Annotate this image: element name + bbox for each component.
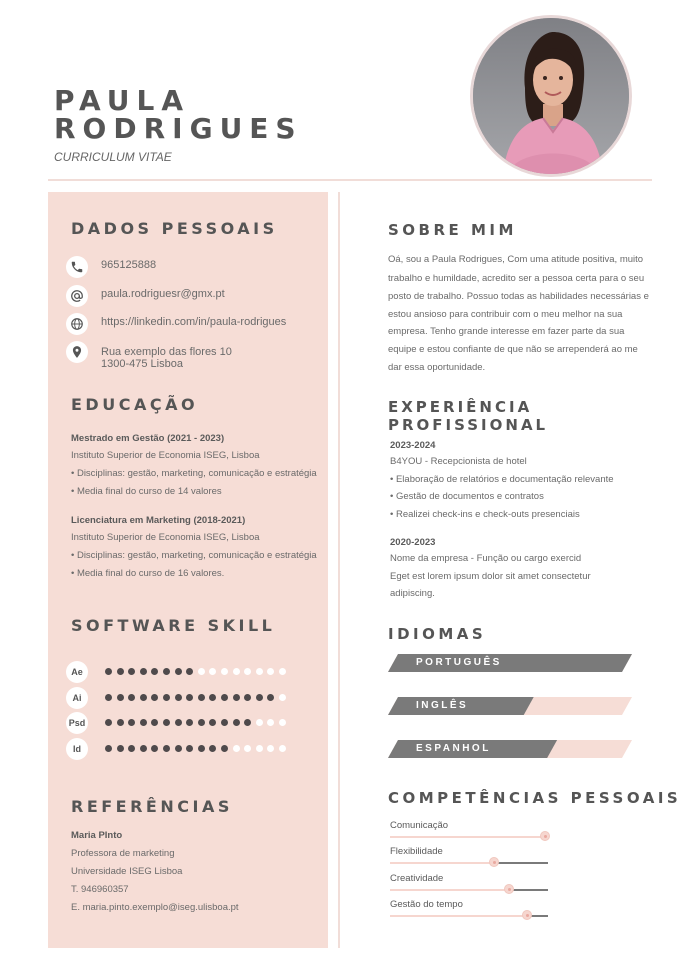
competency-slider xyxy=(390,836,548,838)
competency-slider xyxy=(390,889,548,891)
skill-dot-filled xyxy=(175,668,182,675)
competency-label: Gestão do tempo xyxy=(390,899,463,910)
skill-dot-filled xyxy=(175,694,182,701)
cv-subtitle: CURRICULUM VITAE xyxy=(54,150,172,164)
skill-dot-empty xyxy=(256,719,263,726)
slider-knob xyxy=(504,884,514,894)
address-line-1: Rua exemplo das flores 10 xyxy=(101,346,232,358)
about-line: Oá, sou a Paula Rodrigues, Com uma atitude positiva, muito xyxy=(388,254,644,265)
education-detail: • Disciplinas: gestão, marketing, comunicação e estratégia xyxy=(71,468,317,479)
column-divider xyxy=(338,192,340,948)
languages-heading: IDIOMAS xyxy=(388,625,487,643)
education-detail: • Disciplinas: gestão, marketing, comunicação e estratégia xyxy=(71,550,317,561)
about-heading: SOBRE MIM xyxy=(388,221,517,239)
reference-org: Universidade ISEG Lisboa xyxy=(71,866,183,877)
skill-dot-filled xyxy=(105,745,112,752)
skill-dot-empty xyxy=(279,745,286,752)
phone-text: 965125888 xyxy=(101,259,157,271)
skill-dot-filled xyxy=(221,694,228,701)
job-bullet: • Gestão de documentos e contratos xyxy=(390,491,544,502)
education-degree: Licenciatura em Marketing (2018-2021) xyxy=(71,515,246,526)
competency-slider xyxy=(390,915,548,917)
last-name: RODRIGUES xyxy=(54,112,303,145)
education-detail: • Media final do curso de 14 valores xyxy=(71,486,222,497)
skill-dot-empty xyxy=(256,668,263,675)
job-period: 2020-2023 xyxy=(390,537,436,548)
education-heading: EDUCAÇÃO xyxy=(71,395,199,414)
job-bullet: • Realizei check-ins e check-outs presenciais xyxy=(390,509,580,520)
skill-dot-filled xyxy=(140,668,147,675)
illustrator-icon: Ai xyxy=(66,687,88,709)
competencies-heading: COMPETÊNCIAS PESSOAIS xyxy=(388,789,682,807)
about-line: equipe e estou confiante de que não se arrependerá ao me xyxy=(388,344,638,355)
education-school: Instituto Superior de Economia ISEG, Lisboa xyxy=(71,450,260,461)
photoshop-icon: Psd xyxy=(66,712,88,734)
skill-dot-filled xyxy=(221,745,228,752)
slider-knob xyxy=(489,857,499,867)
address-line-2: 1300-475 Lisboa xyxy=(101,358,183,370)
linkedin-text[interactable]: https://linkedin.com/in/paula-rodrigues xyxy=(101,316,287,328)
language-label: ESPANHOL xyxy=(416,743,491,754)
skill-dot-empty xyxy=(233,745,240,752)
language-label: PORTUGUÊS xyxy=(416,657,502,668)
skill-dot-filled xyxy=(140,745,147,752)
skill-dot-filled xyxy=(198,694,205,701)
skill-dot-filled xyxy=(105,668,112,675)
competency-label: Creatividade xyxy=(390,873,444,884)
after-effects-icon: Ae xyxy=(66,661,88,683)
skill-dot-empty xyxy=(279,694,286,701)
education-detail: • Media final do curso de 16 valores. xyxy=(71,568,225,579)
skill-dot-filled xyxy=(117,719,124,726)
skill-dot-empty xyxy=(279,668,286,675)
skill-dot-empty xyxy=(221,668,228,675)
skill-dot-filled xyxy=(163,694,170,701)
skill-dot-filled xyxy=(221,719,228,726)
job-role: B4YOU - Recepcionista de hotel xyxy=(390,456,527,467)
skill-dot-filled xyxy=(105,694,112,701)
personal-data-heading: DADOS PESSOAIS xyxy=(71,219,278,238)
education-degree: Mestrado em Gestão (2021 - 2023) xyxy=(71,433,225,444)
about-line: trabalho e humildade, acredito ser a pessoa certa para o seu xyxy=(388,273,645,284)
skill-dot-filled xyxy=(256,694,263,701)
job-period: 2023-2024 xyxy=(390,440,436,451)
skill-dot-filled xyxy=(163,719,170,726)
slider-knob xyxy=(540,831,550,841)
about-line: estou ansioso para contribuir com o meu melhor na sua xyxy=(388,309,623,320)
at-sign-icon xyxy=(66,285,88,307)
skill-dot-empty xyxy=(198,668,205,675)
skill-dot-filled xyxy=(163,668,170,675)
about-line: dar essa oportunidade. xyxy=(388,362,486,373)
job-bullet: adipiscing. xyxy=(390,588,435,599)
first-name: PAULA xyxy=(54,84,191,117)
skill-dot-filled xyxy=(163,745,170,752)
skill-dot-filled xyxy=(117,745,124,752)
reference-role: Professora de marketing xyxy=(71,848,175,859)
language-bar xyxy=(388,697,632,715)
skill-dot-filled xyxy=(233,694,240,701)
skill-dot-filled xyxy=(198,719,205,726)
phone-icon xyxy=(66,256,88,278)
skill-dot-filled xyxy=(117,694,124,701)
job-bullet: Eget est lorem ipsum dolor sit amet consectetur xyxy=(390,571,591,582)
competency-slider xyxy=(390,862,548,864)
software-skill-heading: SOFTWARE SKILL xyxy=(71,616,276,635)
reference-email[interactable]: E. maria.pinto.exemplo@iseg.ulisboa.pt xyxy=(71,902,239,913)
competency-label: Flexibilidade xyxy=(390,846,443,857)
job-role: Nome da empresa - Função ou cargo exercid xyxy=(390,553,582,564)
location-pin-icon xyxy=(66,341,88,363)
skill-dot-filled xyxy=(198,745,205,752)
header-divider xyxy=(48,179,652,181)
reference-phone: T. 946960357 xyxy=(71,884,129,895)
slider-knob xyxy=(522,910,532,920)
email-text[interactable]: paula.rodriguesr@gmx.pt xyxy=(101,288,225,300)
globe-icon xyxy=(66,313,88,335)
skill-dot-filled xyxy=(117,668,124,675)
language-bar xyxy=(388,740,632,758)
profile-photo xyxy=(470,15,632,177)
indesign-icon: Id xyxy=(66,738,88,760)
about-line: posto de trabalho. Possuo todas as habilidades necessárias e xyxy=(388,291,649,302)
competency-label: Comunicação xyxy=(390,820,449,831)
skill-dot-empty xyxy=(279,719,286,726)
skill-dot-empty xyxy=(233,668,240,675)
reference-name: Maria PInto xyxy=(71,830,123,841)
language-label: INGLÊS xyxy=(416,700,469,711)
skill-dot-filled xyxy=(175,745,182,752)
references-heading: REFERÊNCIAS xyxy=(71,797,233,816)
about-line: empresa. Tenho grande interesse em fazer parte da sua xyxy=(388,326,625,337)
language-bar xyxy=(388,654,632,672)
skill-dot-filled xyxy=(175,719,182,726)
skill-dot-empty xyxy=(256,745,263,752)
skill-dot-filled xyxy=(140,694,147,701)
skill-dot-filled xyxy=(233,719,240,726)
job-bullet: • Elaboração de relatórios e documentação relevante xyxy=(390,474,614,485)
skill-dot-filled xyxy=(105,719,112,726)
skill-dot-filled xyxy=(140,719,147,726)
experience-heading: EXPERIÊNCIA PROFISSIONAL xyxy=(388,398,549,434)
education-school: Instituto Superior de Economia ISEG, Lisboa xyxy=(71,532,260,543)
